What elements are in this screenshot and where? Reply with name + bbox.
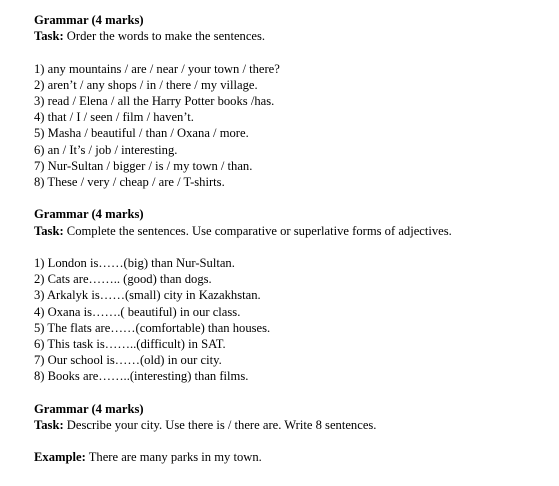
exercise-item: 6) This task is……..(difficult) in SAT. xyxy=(34,337,226,352)
exercise-item: 2) Cats are…….. (good) than dogs. xyxy=(34,272,212,287)
example-sentence xyxy=(34,449,553,465)
spacer xyxy=(34,433,553,449)
exercise-item: 4) that / I / seen / film / haven’t. xyxy=(34,110,194,125)
exercise-item: 7) Our school is……(old) in our city. xyxy=(34,353,222,368)
exercise-item: 8) These / very / cheap / are / T-shirts. xyxy=(34,175,225,190)
task-instruction xyxy=(34,223,553,239)
exercise-item: 3) Arkalyk is……(small) city in Kazakhstan. xyxy=(34,288,261,303)
task-label: Task: xyxy=(34,223,64,238)
task-text: Complete the sentences. Use comparative or superlative forms of adjectives. xyxy=(63,223,452,238)
exercise-item: 1) any mountains / are / near / your town / there? xyxy=(34,61,280,76)
section-heading: Grammar (4 marks) xyxy=(34,13,144,27)
example-label: Example: xyxy=(34,450,86,465)
spacer xyxy=(34,385,553,401)
exercise-item: 4) Oxana is…….( beautiful) in our class. xyxy=(34,304,241,319)
task-instruction xyxy=(34,28,553,44)
spacer xyxy=(34,44,553,60)
spacer xyxy=(34,239,553,255)
task-label: Task: xyxy=(34,418,64,433)
task-text: Order the words to make the sentences. xyxy=(63,29,266,44)
exercise-item: 5) Masha / beautiful / than / Oxana / more. xyxy=(34,126,249,141)
section-order-words xyxy=(34,12,553,190)
exercise-list xyxy=(34,255,553,385)
exercise-list xyxy=(34,61,553,191)
worksheet xyxy=(34,12,553,466)
exercise-item: 2) aren’t / any shops / in / there / my village. xyxy=(34,77,258,92)
section-heading: Grammar (4 marks) xyxy=(34,207,144,222)
section-heading: Grammar (4 marks) xyxy=(34,401,144,416)
section-comparatives xyxy=(34,206,553,384)
exercise-item: 8) Books are……..(interesting) than films. xyxy=(34,369,249,384)
exercise-item: 5) The flats are……(comfortable) than houses. xyxy=(34,320,271,335)
spacer xyxy=(34,190,553,206)
task-text: Describe your city. Use there is / there are. Write 8 sentences. xyxy=(63,418,377,433)
example-text: There are many parks in my town. xyxy=(85,450,262,465)
exercise-item: 7) Nur-Sultan / bigger / is / my town / than. xyxy=(34,158,253,173)
task-instruction xyxy=(34,417,553,433)
exercise-item: 3) read / Elena / all the Harry Potter books /has. xyxy=(34,94,275,108)
section-describe-city xyxy=(34,401,553,466)
task-label: Task: xyxy=(34,29,64,44)
exercise-item: 1) London is……(big) than Nur-Sultan. xyxy=(34,256,235,270)
exercise-item: 6) an / It’s / job / interesting. xyxy=(34,142,178,157)
